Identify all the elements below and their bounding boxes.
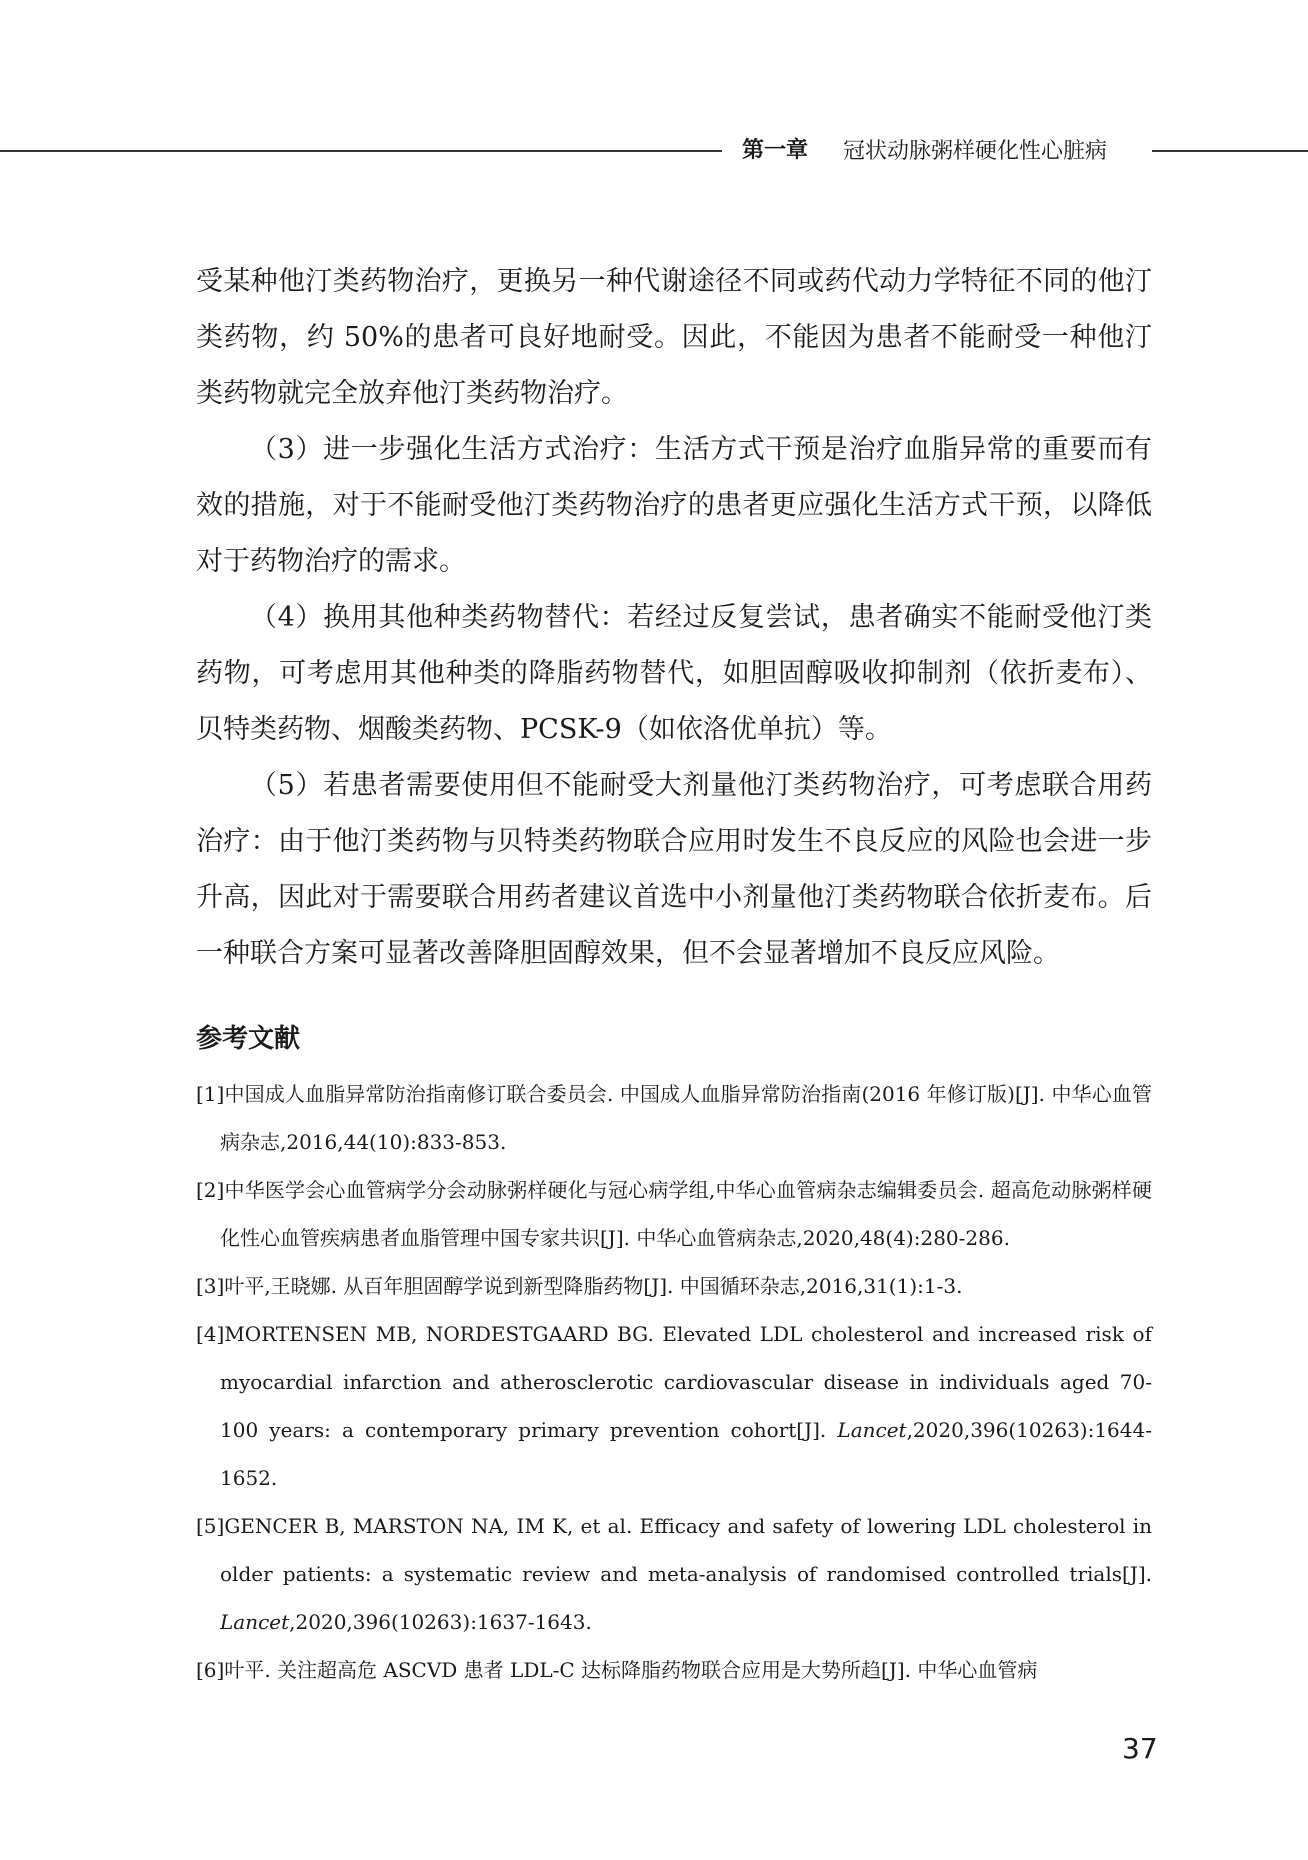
- body-text: [196, 254, 1152, 982]
- paragraph: （3）进一步强化生活方式治疗：生活方式干预是治疗血脂异常的重要而有效的措施，对于不能耐受他汀类药物治疗的患者更应强化生活方式干预，以降低对于药物治疗的需求。: [196, 434, 1152, 577]
- chapter-title: 冠状动脉粥样硬化性心脏病: [843, 139, 1108, 164]
- reference-item: [1]中国成人血脂异常防治指南修订联合委员会. 中国成人血脂异常防治指南(2016 年修订版)[J]. 中华心血管病杂志,2016,44(10):833-853.: [196, 1082, 1152, 1154]
- chapter-label: 第一章: [742, 138, 809, 163]
- reference-list: [196, 1070, 1152, 1694]
- reference-item: [6]叶平. 关注超高危 ASCVD 患者 LDL-C 达标降脂药物联合应用是大势所趋[J]. 中华心血管病: [196, 1658, 1038, 1682]
- reference-text: ,2020,396(10263):1644-1652.: [220, 1418, 1152, 1490]
- header-rule-right: [1152, 150, 1308, 152]
- reference-item: [196, 1502, 1152, 1646]
- paragraph: （4）换用其他种类药物替代：若经过反复尝试，患者确实不能耐受他汀类药物，可考虑用其他种类的降脂药物替代，如胆固醇吸收抑制剂（依折麦布）、贝特类药物、烟酸类药物、PCSK-9（如依洛优单抗）等。: [196, 602, 1152, 745]
- reference-text: ,2020,396(10263):1637-1643.: [289, 1610, 592, 1634]
- reference-item: [196, 1310, 1152, 1502]
- reference-text: [4]MORTENSEN MB, NORDESTGAARD BG. Elevated LDL cholesterol and increased risk of myocardial infarction and atherosclerotic cardiovascular disease in individuals aged 70-100 years: a contemporary primary prevention cohort[J].: [196, 1322, 1152, 1442]
- paragraph: 受某种他汀类药物治疗，更换另一种代谢途径不同或药代动力学特征不同的他汀类药物，约 50%的患者可良好地耐受。因此，不能因为患者不能耐受一种他汀类药物就完全放弃他汀类药物治疗。: [196, 266, 1152, 409]
- journal-name: Lancet: [220, 1610, 290, 1634]
- reference-item: [2]中华医学会心血管病学分会动脉粥样硬化与冠心病学组,中华心血管病杂志编辑委员会. 超高危动脉粥样硬化性心血管疾病患者血脂管理中国专家共识[J]. 中华心血管病杂志,2020,48(4):280-286.: [196, 1178, 1152, 1250]
- journal-name: Lancet: [837, 1418, 907, 1442]
- header-rule-left: [0, 150, 722, 152]
- reference-text: [5]GENCER B, MARSTON NA, IM K, et al. Efficacy and safety of lowering LDL cholesterol in older patients: a systematic review and meta-analysis of randomised controlled trials[J].: [196, 1514, 1152, 1586]
- reference-item: [3]叶平,王晓娜. 从百年胆固醇学说到新型降脂药物[J]. 中国循环杂志,2016,31(1):1-3.: [196, 1274, 963, 1298]
- page-number: 37: [1122, 1732, 1158, 1765]
- running-header: [0, 128, 1308, 168]
- paragraph: （5）若患者需要使用但不能耐受大剂量他汀类药物治疗，可考虑联合用药治疗：由于他汀类药物与贝特类药物联合应用时发生不良反应的风险也会进一步升高，因此对于需要联合用药者建议首选中小剂量他汀类药物联合依折麦布。后一种联合方案可显著改善降胆固醇效果，但不会显著增加不良反应风险。: [196, 770, 1152, 969]
- references-heading: 参考文献: [196, 1024, 301, 1054]
